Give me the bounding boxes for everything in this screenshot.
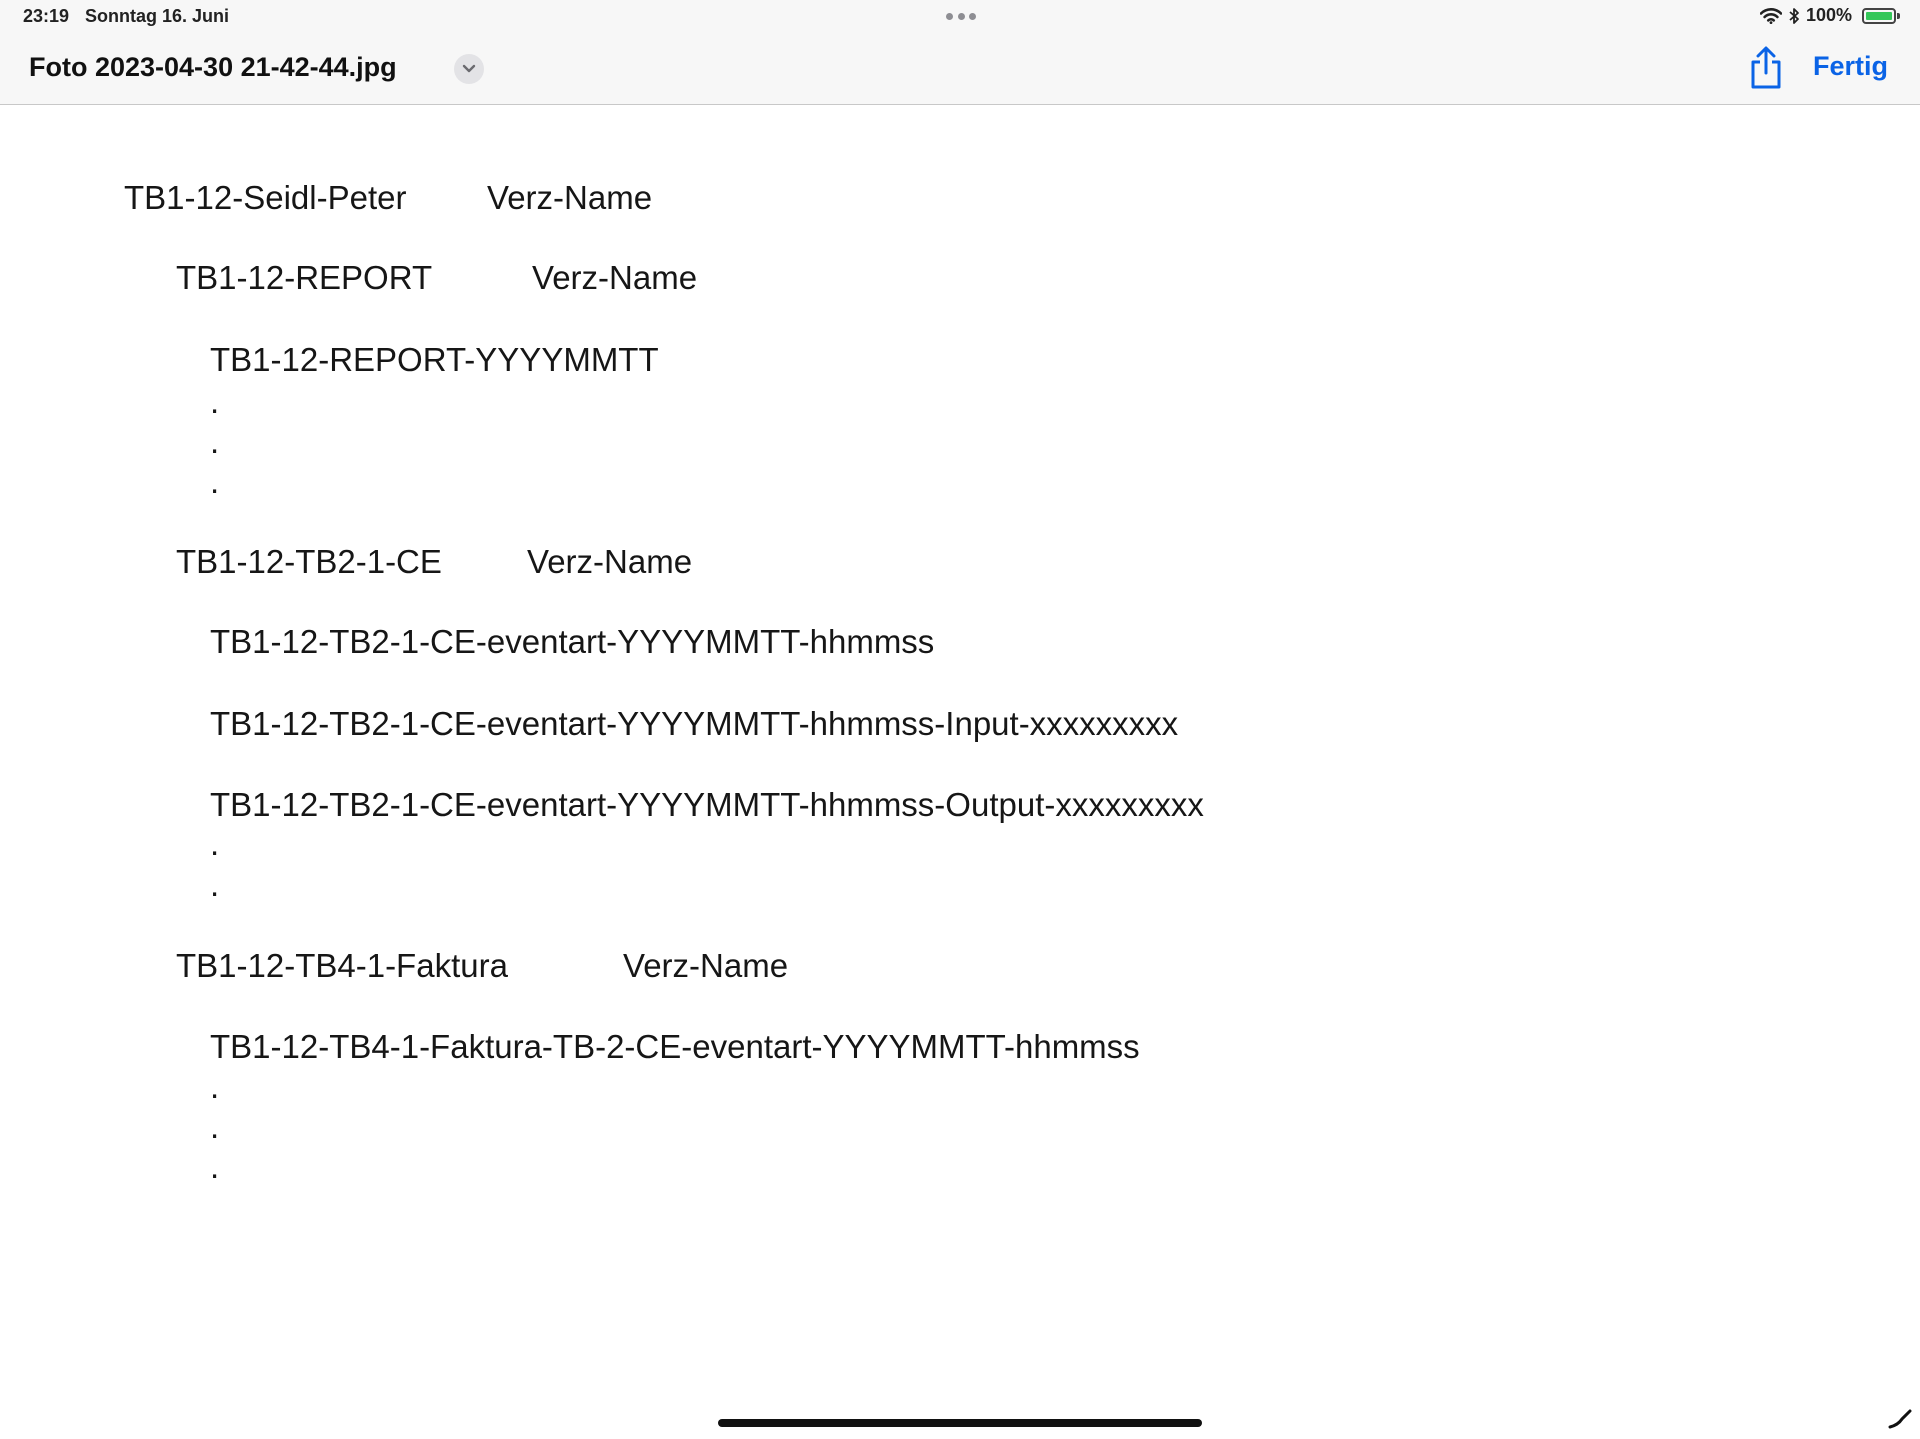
ellipsis-dot: . <box>210 1108 220 1145</box>
document-image <box>0 105 1920 1405</box>
ellipsis-dot: . <box>210 866 220 903</box>
bluetooth-icon <box>1788 7 1800 25</box>
file-line: TB1-12-REPORT-YYYYMMTT <box>210 341 659 378</box>
file-line: TB1-12-TB2-1-CE-eventart-YYYYMMTT-hhmmss-Output-xxxxxxxxx <box>210 786 1204 823</box>
folder-label: Verz-Name <box>527 543 693 580</box>
navigation-bar <box>0 34 1920 105</box>
ellipsis-dot: . <box>210 1148 220 1185</box>
done-button[interactable]: Fertig <box>1813 51 1889 81</box>
folder-line: TB1-12-Seidl-Peter <box>124 179 407 216</box>
ellipsis-dot: . <box>210 1068 220 1105</box>
ellipsis-dot: . <box>210 423 220 460</box>
status-time: 23:19 <box>23 6 70 26</box>
markup-pen-icon[interactable] <box>1888 1409 1914 1429</box>
ellipsis-dot: . <box>210 383 220 420</box>
status-date: Sonntag 16. Juni <box>85 6 230 26</box>
status-indicators <box>1760 5 1896 26</box>
folder-line: TB1-12-REPORT <box>176 259 433 296</box>
file-title[interactable]: Foto 2023-04-30 21-42-44.jpg <box>29 52 397 82</box>
folder-label: Verz-Name <box>487 179 653 216</box>
folder-label: Verz-Name <box>532 259 698 296</box>
status-bar <box>0 0 1920 34</box>
file-line: TB1-12-TB4-1-Faktura-TB-2-CE-eventart-YYYYMMTT-hhmmss <box>210 1028 1140 1065</box>
folder-line: TB1-12-TB2-1-CE <box>176 543 442 580</box>
wifi-icon <box>1760 8 1782 24</box>
battery-percent: 100% <box>1805 5 1852 25</box>
file-line: TB1-12-TB2-1-CE-eventart-YYYYMMTT-hhmmss-Input-xxxxxxxxx <box>210 705 1179 742</box>
ellipsis-dot: . <box>210 463 220 500</box>
file-line: TB1-12-TB2-1-CE-eventart-YYYYMMTT-hhmmss <box>210 623 935 660</box>
home-indicator[interactable] <box>718 1419 1202 1427</box>
battery-icon <box>1862 8 1896 24</box>
share-icon <box>1749 46 1783 90</box>
folder-label: Verz-Name <box>623 947 789 984</box>
multitasking-dots-icon[interactable] <box>946 13 976 21</box>
folder-line: TB1-12-TB4-1-Faktura <box>176 947 508 984</box>
share-button[interactable] <box>1746 44 1786 92</box>
ellipsis-dot: . <box>210 825 220 862</box>
chevron-down-icon[interactable] <box>454 54 484 84</box>
